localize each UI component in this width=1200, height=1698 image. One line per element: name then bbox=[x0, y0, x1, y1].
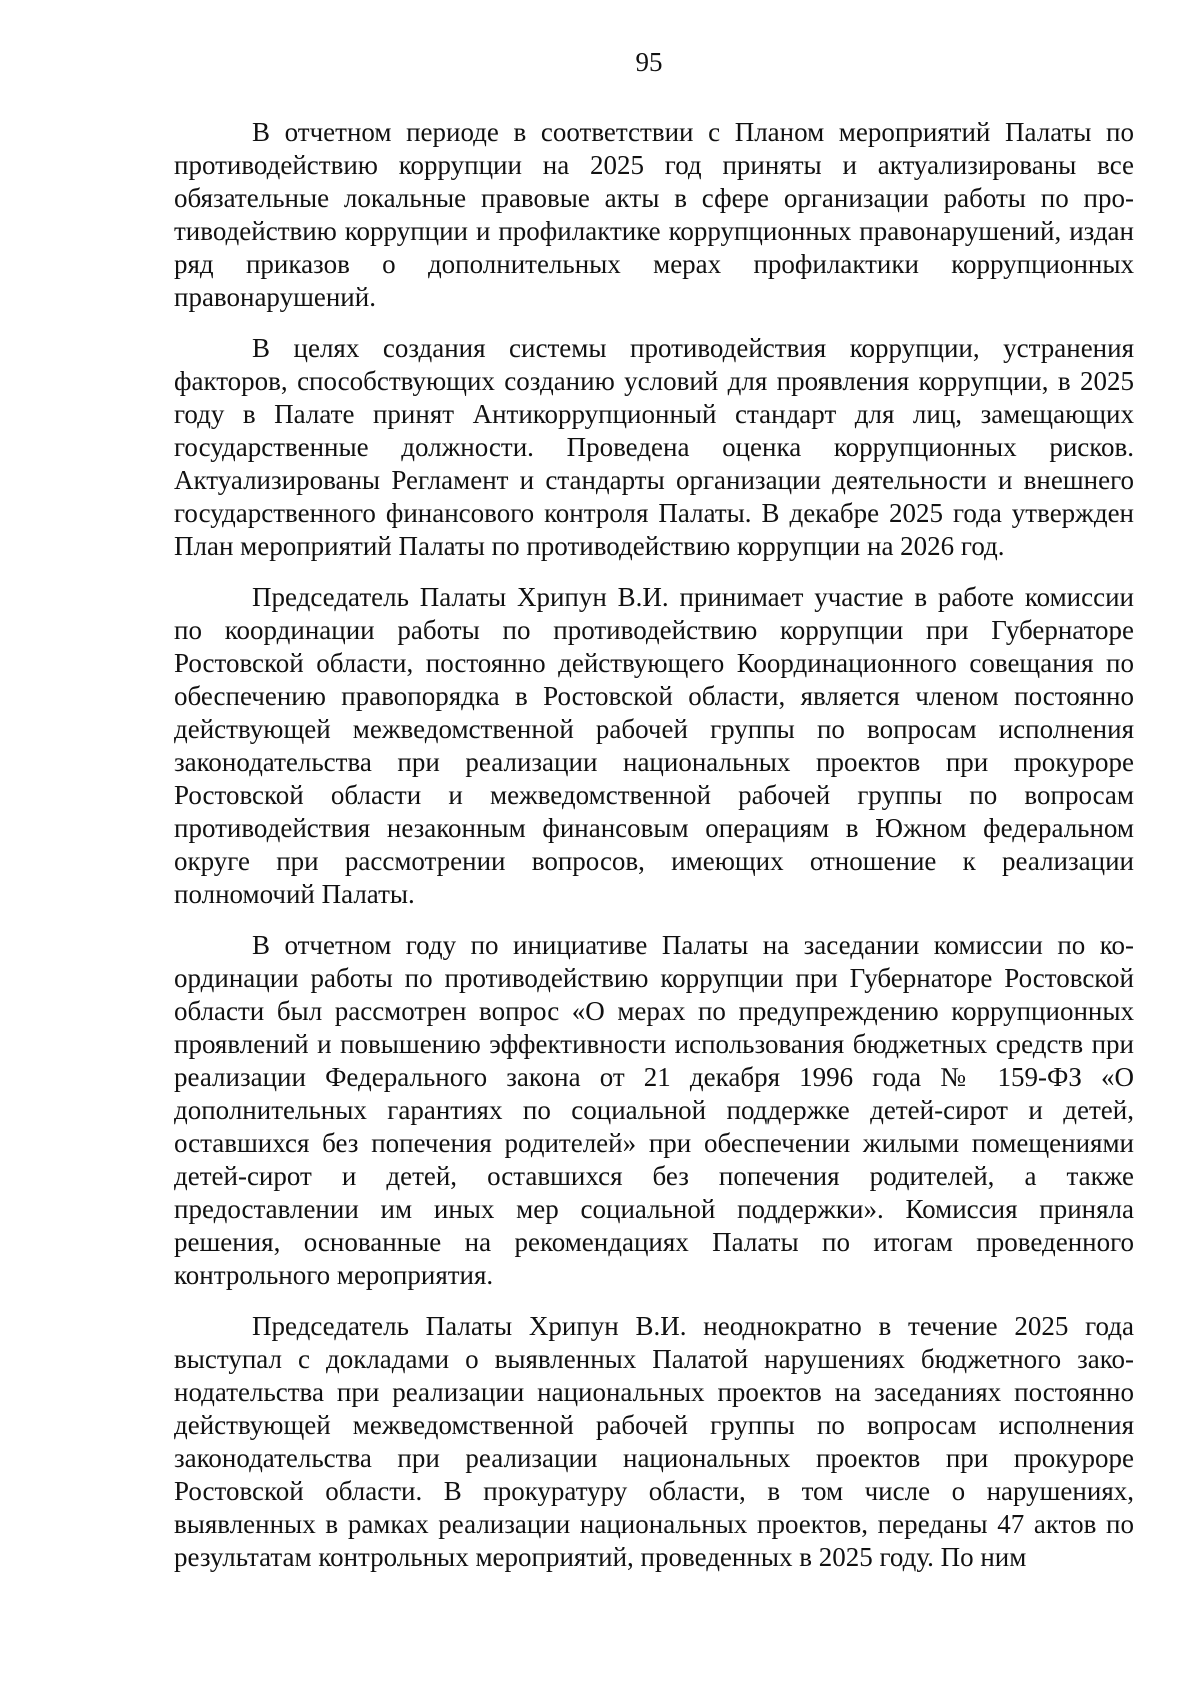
paragraph: В отчетном году по инициативе Палаты на заседании комиссии по координации работы по противодействию коррупции при Губернаторе Ростовской области был рассмотрен вопрос «О мерах по предупреждению коррупционных проявлений и повышению эффективности использования бюджетных средств при реализации Федерального закона от 21 декабря 1996 года № 159-ФЗ «О дополнительных гарантиях по социальной поддержке детей-сирот и детей, оставшихся без попечения родителей» при обеспечении жилыми помещениями детей-сирот и детей, оставшихся без попечения родителей, а также предоставлении им иных мер социальной поддержки». Комиссия приняла решения, основанные на рекомендациях Палаты по итогам проведенного контрольного мероприятия. bbox=[174, 930, 1134, 1290]
page-number: 95 bbox=[635, 47, 663, 77]
paragraph: Председатель Палаты Хрипун В.И. неоднократно в течение 2025 года выступал с докладами о выявленных Палатой нарушениях бюджетного законодательства при реализации национальных проектов на заседаниях постоянно действующей межведомственной рабочей группы по вопросам исполнения законодательства при реализации национальных проектов при прокуроре Ростовской области. В прокуратуру области, в том числе о нарушениях, выявленных в рамках реализации национальных проектов, переданы 47 актов по результатам контрольных мероприятий, проведенных в 2025 году. По ним bbox=[174, 1311, 1134, 1572]
paragraph: В целях создания системы противодействия коррупции, устранения факторов, способствующих созданию условий для проявления коррупции, в 2025 году в Палате принят Антикоррупционный стандарт для лиц, замещающих государственные должности. Проведена оценка коррупционных рисков. Актуализированы Регламент и стандарты организации деятельности и внешнего государственного финансового контроля Палаты. В декабре 2025 года утвержден План мероприятий Палаты по противодействию коррупции на 2026 год. bbox=[174, 333, 1134, 561]
paragraph: В отчетном периоде в соответствии с Планом мероприятий Палаты по противодействию коррупции на 2025 год приняты и актуализированы все обязательные локальные правовые акты в сфере организации работы по противодействию коррупции и профилактике коррупционных правонарушений, издан ряд приказов о дополнительных мерах профилактики коррупционных правонарушений. bbox=[174, 117, 1134, 312]
document-body bbox=[174, 116, 1134, 1592]
paragraph: Председатель Палаты Хрипун В.И. принимает участие в работе комиссии по координации работы по противодействию коррупции при Губернаторе Ростовской области, постоянно действующего Координационного совещания по обеспечению правопорядка в Ростовской области, является членом постоянно действующей межведомственной рабочей группы по вопросам исполнения законодательства при реализации национальных проектов при прокуроре Ростовской области и межведомственной рабочей группы по вопросам противодействия незаконным финансовым операциям в Южном федеральном округе при рассмотрении вопросов, имеющих отношение к реализации полномочий Палаты. bbox=[174, 582, 1134, 909]
